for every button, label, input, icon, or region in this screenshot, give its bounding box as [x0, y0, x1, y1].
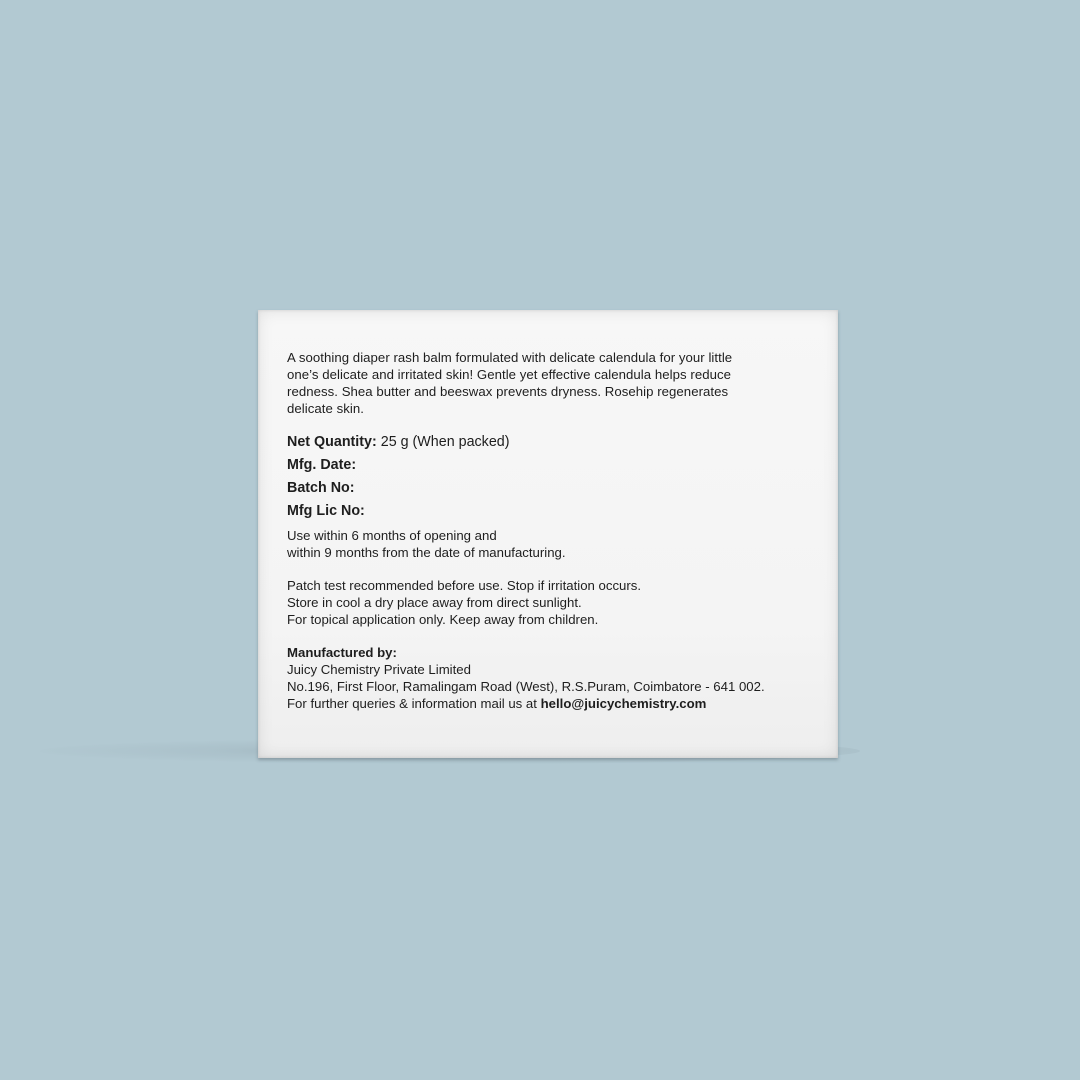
- company-name: Juicy Chemistry Private Limited: [287, 662, 471, 677]
- product-description: [287, 349, 815, 417]
- queries-text: For further queries & information mail us at: [287, 696, 541, 711]
- company-address: No.196, First Floor, Ramalingam Road (West), R.S.Puram, Coimbatore - 641 002.: [287, 679, 765, 694]
- usage-instructions: [287, 527, 815, 561]
- manufactured-by-label: Manufactured by:: [287, 645, 397, 660]
- description-line-2: one’s delicate and irritated skin! Gentle yet effective calendula helps reduce: [287, 367, 731, 382]
- product-box-back-label: [258, 310, 838, 758]
- contact-email: hello@juicychemistry.com: [540, 696, 707, 711]
- mfg-date-label: Mfg. Date:: [287, 457, 357, 473]
- queries-line: [287, 695, 815, 712]
- description-line-1: A soothing diaper rash balm formulated with delicate calendula for your little: [287, 350, 733, 365]
- batch-no-label: Batch No:: [287, 480, 355, 496]
- spec-list: [287, 431, 815, 523]
- description-line-4: delicate skin.: [287, 401, 364, 416]
- mfg-date: [287, 454, 815, 477]
- warnings: [287, 577, 815, 628]
- batch-no: [287, 477, 815, 500]
- usage-line-2: within 9 months from the date of manufacturing.: [287, 545, 566, 560]
- warning-line-3: For topical application only. Keep away from children.: [287, 612, 599, 627]
- usage-line-1: Use within 6 months of opening and: [287, 528, 497, 543]
- net-quantity-label: Net Quantity:: [287, 434, 377, 450]
- warning-line-2: Store in cool a dry place away from direct sunlight.: [287, 595, 582, 610]
- net-quantity-value: 25 g (When packed): [376, 434, 510, 450]
- mfg-lic-label: Mfg Lic No:: [287, 503, 365, 519]
- net-quantity: [287, 431, 815, 454]
- mfg-lic-no: [287, 500, 815, 523]
- warning-line-1: Patch test recommended before use. Stop if irritation occurs.: [287, 578, 642, 593]
- label-content: [287, 349, 815, 712]
- description-line-3: redness. Shea butter and beeswax prevents dryness. Rosehip regenerates: [287, 384, 729, 399]
- manufacturer-info: [287, 644, 815, 712]
